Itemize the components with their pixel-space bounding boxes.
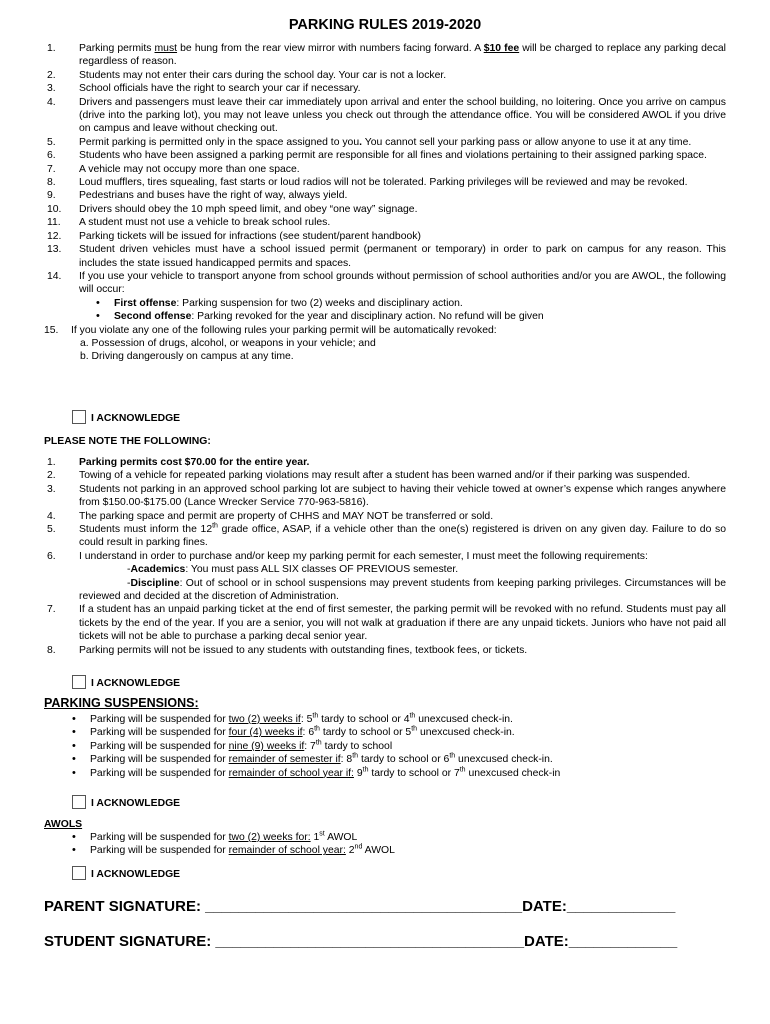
- note-number: 6.: [47, 550, 56, 562]
- suspension-item: • Parking will be suspended for nine (9) weeks if: 7th tardy to school: [90, 740, 726, 753]
- rule-item: [44, 163, 726, 176]
- suspensions-section: [44, 713, 726, 780]
- note-item: [44, 603, 726, 643]
- rule-number: 7.: [47, 163, 56, 175]
- rule-item: [44, 149, 726, 162]
- note-item: [44, 469, 726, 482]
- suspension-item: • Parking will be suspended for two (2) weeks if: 5th tardy to school or 4th unexcused check-in.: [90, 713, 726, 726]
- student-signature-line[interactable]: STUDENT SIGNATURE: _____________________________________DATE:_____________: [44, 933, 678, 950]
- note-item: [44, 456, 726, 469]
- acknowledge-checkbox-1[interactable]: [72, 410, 180, 425]
- note-item: [44, 483, 726, 510]
- checkbox-icon[interactable]: [72, 866, 86, 880]
- note-item: [44, 523, 726, 550]
- rule-item: [44, 230, 726, 243]
- rule-15-items: [44, 337, 726, 364]
- parent-signature-line[interactable]: PARENT SIGNATURE: ______________________________________DATE:_____________: [44, 898, 676, 915]
- rule-number: 6.: [47, 150, 56, 162]
- acknowledge-label: I ACKNOWLEDGE: [91, 797, 181, 809]
- rule-number: 1.: [47, 43, 56, 54]
- rule-item: [44, 69, 726, 82]
- note-text: Towing of a vehicle for repeated parking violations may result after a student has been warned and/or if their parking was suspended.: [79, 470, 691, 482]
- rule-item: [44, 96, 726, 136]
- note-text: Parking permits cost $70.00 for the entire year.: [79, 457, 310, 468]
- note-item: [44, 550, 726, 604]
- note-text: Parking permits will not be issued to any students with outstanding fines, textbook fees, or tickets.: [79, 644, 528, 656]
- rule-text: If you use your vehicle to transport anyone from school grounds without permission of school authorities and/or you are AWOL, the following will occur:: [79, 270, 726, 296]
- rule-number: 11.: [47, 217, 61, 229]
- suspension-list: [44, 713, 726, 780]
- rule-15: [44, 324, 726, 337]
- acknowledge-label: I ACKNOWLEDGE: [91, 868, 181, 880]
- rules-list: [44, 42, 726, 297]
- awol-item: • Parking will be suspended for remainder of school year: 2nd AWOL: [90, 844, 726, 857]
- acknowledge-checkbox-4[interactable]: [72, 866, 180, 881]
- rule-number: 13.: [47, 244, 62, 256]
- note-number: 3.: [47, 483, 56, 495]
- rule-text: Parking permits must be hung from the rear view mirror with numbers facing forward. A $10 fee will be charged to replace any parking decal regardless of reason.: [79, 43, 726, 68]
- rule-number: 4.: [47, 96, 56, 108]
- rule-text: Students who have been assigned a parking permit are responsible for all fines and violations pertaining to their assigned parking space.: [79, 150, 707, 162]
- rule-text: Loud mufflers, tires squealing, fast starts or loud radios will not be tolerated. Parking privileges will be reviewed and may be revoked.: [79, 177, 688, 189]
- note-text: Students not parking in an approved school parking lot are subject to having their vehicle towed at owner’s expense which ranges anywhere from $150.00-$175.00 (Lance Wrecker Service 770-963-5816).: [79, 483, 726, 509]
- rule-text: A student must not use a vehicle to break school rules.: [79, 217, 331, 229]
- notes-section: [44, 456, 726, 657]
- rule-number: 2.: [47, 69, 56, 81]
- rule-item: [44, 136, 726, 149]
- offense-item: • First offense: Parking suspension for two (2) weeks and disciplinary action.: [114, 297, 726, 310]
- checkbox-icon[interactable]: [72, 675, 86, 689]
- rule-text: Pedestrians and buses have the right of way, always yield.: [79, 190, 348, 202]
- awol-item: • Parking will be suspended for two (2) weeks for: 1st AWOL: [90, 831, 726, 844]
- rule-item: [44, 270, 726, 297]
- suspension-item: • Parking will be suspended for remainder of semester if: 8th tardy to school or 6th unexcused check-in.: [90, 753, 726, 766]
- offense-list: [44, 297, 726, 324]
- suspension-item: • Parking will be suspended for remainder of school year if: 9th tardy to school or 7th unexcused check-in: [90, 767, 726, 780]
- rule-number: 14.: [47, 270, 62, 282]
- note-item: [44, 510, 726, 523]
- rule-15-item: b. Driving dangerously on campus at any time.: [80, 351, 294, 363]
- rule-text: Drivers should obey the 10 mph speed limit, and obey “one way” signage.: [79, 203, 418, 215]
- note-number: 2.: [47, 470, 56, 482]
- rule-text: Permit parking is permitted only in the space assigned to you. You cannot sell your parking pass or allow anyone to use it at any time.: [79, 136, 692, 148]
- awols-section: [44, 831, 726, 858]
- page-title: PARKING RULES 2019-2020: [288, 17, 482, 33]
- note-heading: PLEASE NOTE THE FOLLOWING:: [44, 436, 211, 447]
- note-item: [44, 644, 726, 657]
- notes-list: [44, 456, 726, 657]
- note-number: 7.: [47, 604, 56, 616]
- suspensions-heading: PARKING SUSPENSIONS:: [44, 696, 199, 710]
- rule-15-item: a. Possession of drugs, alcohol, or weapons in your vehicle; and: [80, 337, 376, 349]
- rule-item: [44, 243, 726, 270]
- suspension-item: • Parking will be suspended for four (4) weeks if: 6th tardy to school or 5th unexcused check-in.: [90, 726, 726, 739]
- rule-item: [44, 82, 726, 95]
- note-text: If a student has an unpaid parking ticket at the end of first semester, the parking permit will be revoked with no refund. Students must pay all tickets by the end of the year. If you are a senior, you will not walk at graduation if there are any unpaid tickets. Juniors who have not paid all tickets will not be able to purchase a parking decal senior year.: [79, 604, 726, 643]
- rule-item: [44, 189, 726, 202]
- rule-number: 12.: [47, 230, 62, 242]
- rule-text: Parking tickets will be issued for infractions (see student/parent handbook): [79, 230, 421, 242]
- rule-text: Drivers and passengers must leave their car immediately upon arrival and enter the school building, no loitering. Once you arrive on campus (drive into the parking lot), you may not leave unless you check out through the attendance office. You will be considered AWOL if you drive on campus and leave without checking out.: [79, 96, 726, 135]
- rule-15-number: 15.: [44, 324, 59, 336]
- note-text: The parking space and permit are property of CHHS and MAY NOT be transferred or sold.: [79, 510, 494, 522]
- offense-item: • Second offense: Parking revoked for the year and disciplinary action. No refund will be given: [114, 310, 726, 323]
- rule-item: [44, 176, 726, 189]
- rule-text: School officials have the right to search your car if necessary.: [79, 83, 361, 95]
- rule-number: 9.: [47, 190, 56, 202]
- rule-15-text: If you violate any one of the following rules your parking permit will be automatically revoked:: [71, 324, 497, 336]
- rule-item: [44, 203, 726, 216]
- awol-list: [44, 831, 726, 858]
- note-text: Students must inform the 12th grade office, ASAP, if a vehicle other than the one(s) registered is driven on any given day. Failure to do so could result in parking fines.: [79, 522, 726, 549]
- acknowledge-label: I ACKNOWLEDGE: [91, 412, 181, 424]
- note-number: 4.: [47, 510, 56, 522]
- rule-text: A vehicle may not occupy more than one space.: [79, 163, 300, 175]
- acknowledge-checkbox-2[interactable]: [72, 675, 180, 690]
- rule-text: Student driven vehicles must have a school issued permit (permanent or temporary) in order to park on campus for any reason. This includes the state issued handicapped permits and spaces.: [79, 244, 726, 269]
- rule-number: 8.: [47, 177, 56, 189]
- rule-item: [44, 42, 726, 69]
- rule-number: 5.: [47, 136, 56, 148]
- rule-number: 10.: [47, 203, 62, 215]
- note-text: I understand in order to purchase and/or keep my parking permit for each semester, I must meet the following requirements: -Academics: You must pass ALL SIX classes OF PREVIOUS semester. -Discipline: Out of school or in school suspensions may prevent students from keeping parking privileges. Circumstances will be reviewed and decided at the discretion of Administration.: [79, 550, 726, 603]
- rules-section: [44, 42, 726, 364]
- rule-number: 3.: [47, 83, 56, 95]
- rule-text: Students may not enter their cars during the school day. Your car is not a locker.: [79, 69, 447, 81]
- note-number: 5.: [47, 524, 56, 536]
- awols-heading: AWOLS: [44, 819, 83, 830]
- acknowledge-label: I ACKNOWLEDGE: [91, 677, 181, 689]
- rule-item: [44, 216, 726, 229]
- checkbox-icon[interactable]: [72, 410, 86, 424]
- note-number: 1.: [47, 457, 56, 468]
- checkbox-icon[interactable]: [72, 795, 86, 809]
- acknowledge-checkbox-3[interactable]: [72, 795, 180, 810]
- note-number: 8.: [47, 644, 56, 656]
